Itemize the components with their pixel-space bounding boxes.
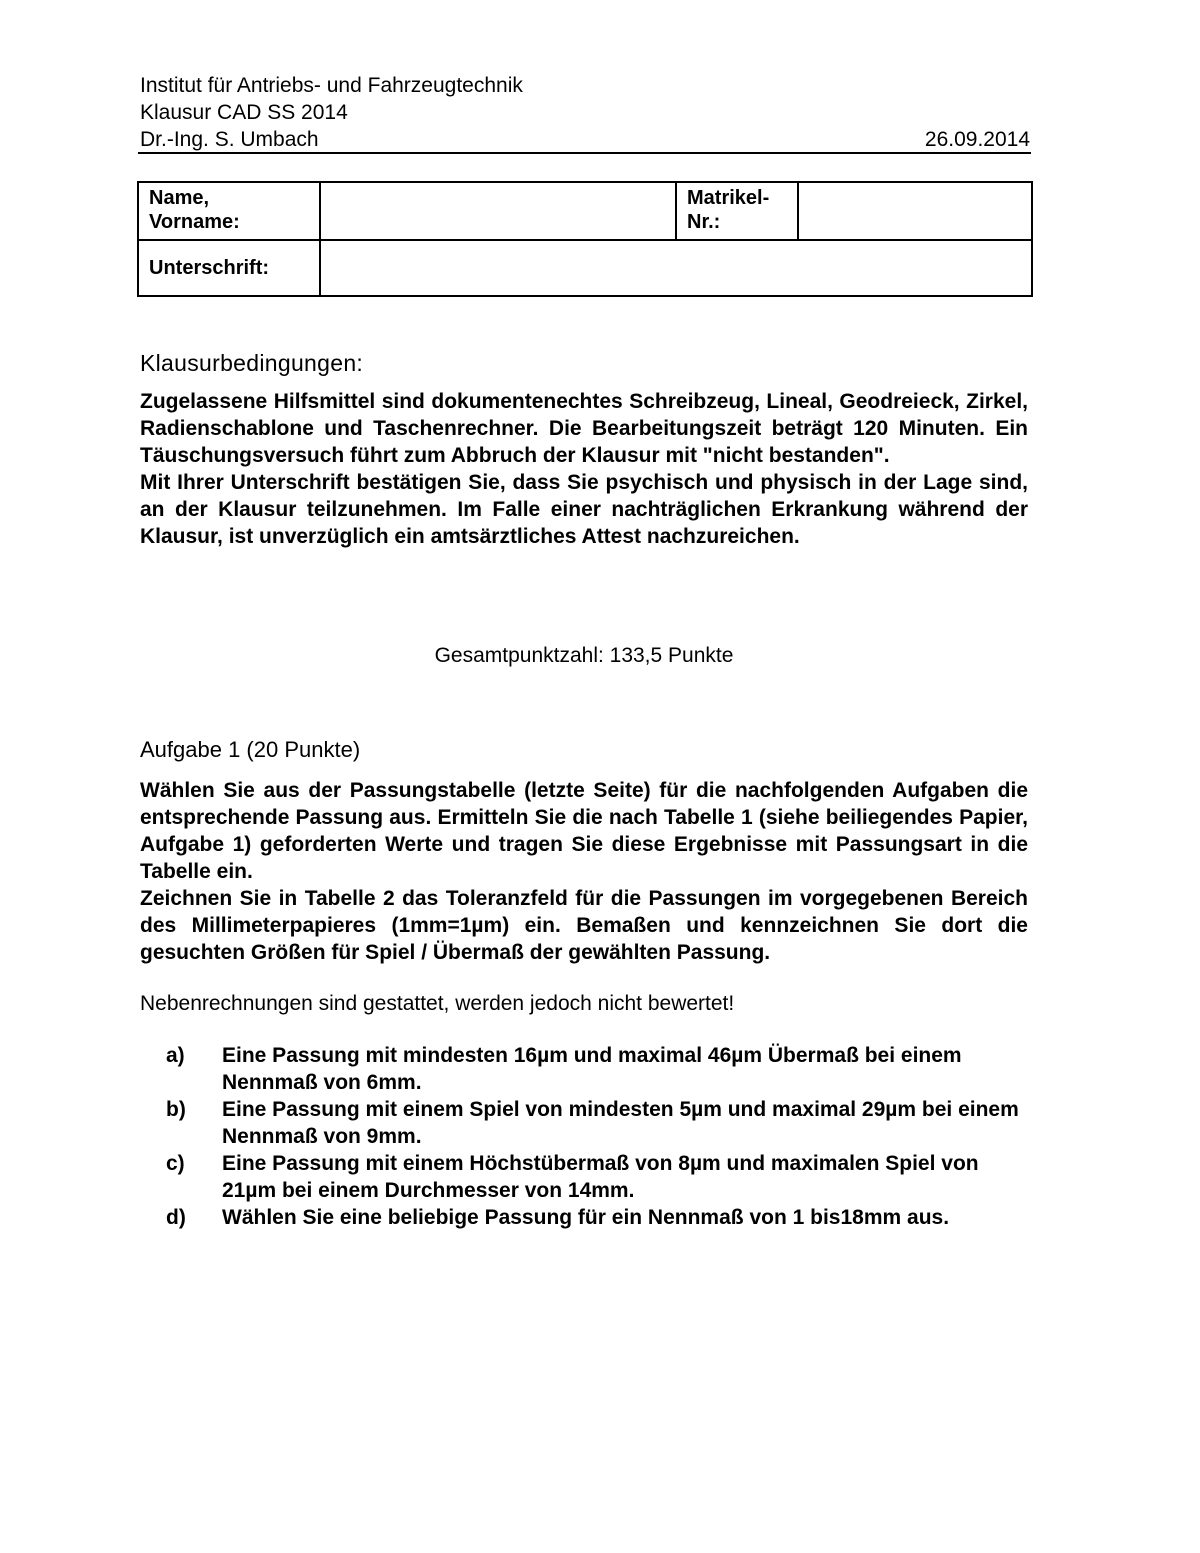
header-divider xyxy=(138,152,1031,154)
list-item xyxy=(140,1096,1030,1150)
total-points: Gesamtpunktzahl: 133,5 Punkte xyxy=(434,644,734,667)
page-header xyxy=(140,72,1030,153)
conditions-text xyxy=(140,388,1028,550)
matrikel-field[interactable] xyxy=(798,182,1032,240)
name-field[interactable] xyxy=(320,182,676,240)
name-label: Name, Vorname: xyxy=(138,182,320,240)
institute-name: Institut für Antriebs- und Fahrzeugtechnik xyxy=(140,74,523,97)
list-item xyxy=(140,1042,1030,1096)
conditions-paragraph-2: Mit Ihrer Unterschrift bestätigen Sie, dass Sie psychisch und physisch in der Lage sind, an der Klausur teilzunehmen. Im Falle einer nachträglichen Erkrankung während der Klausur, ist unverzüglich ein amtsärztliches Attest nachzureichen. xyxy=(140,471,1028,548)
exam-date: 26.09.2014 xyxy=(924,128,1030,151)
task1-paragraph-1: Wählen Sie aus der Passungstabelle (letzte Seite) für die nachfolgenden Aufgaben die entsprechende Passung aus. Ermitteln Sie die nach Tabelle 1 (siehe beiliegendes Papier, Aufgabe 1) geforderten Werte und tragen Sie diese Ergebnisse mit Passungsart in die Tabelle ein. xyxy=(140,779,1028,883)
task1-items xyxy=(140,1042,1030,1231)
item-text: Eine Passung mit mindesten 16µm und maximal 46µm Übermaß bei einem Nennmaß von 6mm. xyxy=(222,1044,962,1094)
student-info-table xyxy=(137,181,1033,297)
item-text: Eine Passung mit einem Höchstübermaß von 8µm und maximalen Spiel von 21µm bei einem Durchmesser von 14mm. xyxy=(222,1152,979,1202)
item-label: c) xyxy=(166,1152,185,1175)
item-text: Eine Passung mit einem Spiel von mindesten 5µm und maximal 29µm bei einem Nennmaß von 9mm. xyxy=(222,1098,1019,1148)
conditions-paragraph-1: Zugelassene Hilfsmittel sind dokumentenechtes Schreibzeug, Lineal, Geodreieck, Zirkel, Radienschablone und Taschenrechner. Die Bearbeitungszeit beträgt 120 Minuten. Ein Täuschungsversuch führt zum Abbruch der Klausur mit "nicht bestanden". xyxy=(140,390,1028,467)
list-item xyxy=(140,1150,1030,1204)
list-item xyxy=(140,1204,1030,1231)
exam-title: Klausur CAD SS 2014 xyxy=(140,101,348,124)
task1-heading: Aufgabe 1 (20 Punkte) xyxy=(140,737,361,762)
examiner-name: Dr.-Ing. S. Umbach xyxy=(140,128,319,151)
item-text: Wählen Sie eine beliebige Passung für ein Nennmaß von 1 bis18mm aus. xyxy=(222,1206,950,1229)
item-label: a) xyxy=(166,1044,185,1067)
signature-label: Unterschrift: xyxy=(138,240,320,296)
matrikel-label: Matrikel- Nr.: xyxy=(676,182,798,240)
signature-field[interactable] xyxy=(320,240,1032,296)
side-calculation-note: Nebenrechnungen sind gestattet, werden jedoch nicht bewertet! xyxy=(140,992,735,1015)
task1-paragraph-2: Zeichnen Sie in Tabelle 2 das Toleranzfeld für die Passungen im vorgegebenen Bereich des Millimeterpapieres (1mm=1µm) ein. Bemaßen und kennzeichnen Sie dort die gesuchten Größen für Spiel / Übermaß der gewählten Passung. xyxy=(140,887,1028,964)
task1-text xyxy=(140,777,1028,966)
item-label: b) xyxy=(166,1098,186,1121)
item-label: d) xyxy=(166,1206,186,1229)
conditions-heading: Klausurbedingungen: xyxy=(140,350,364,376)
